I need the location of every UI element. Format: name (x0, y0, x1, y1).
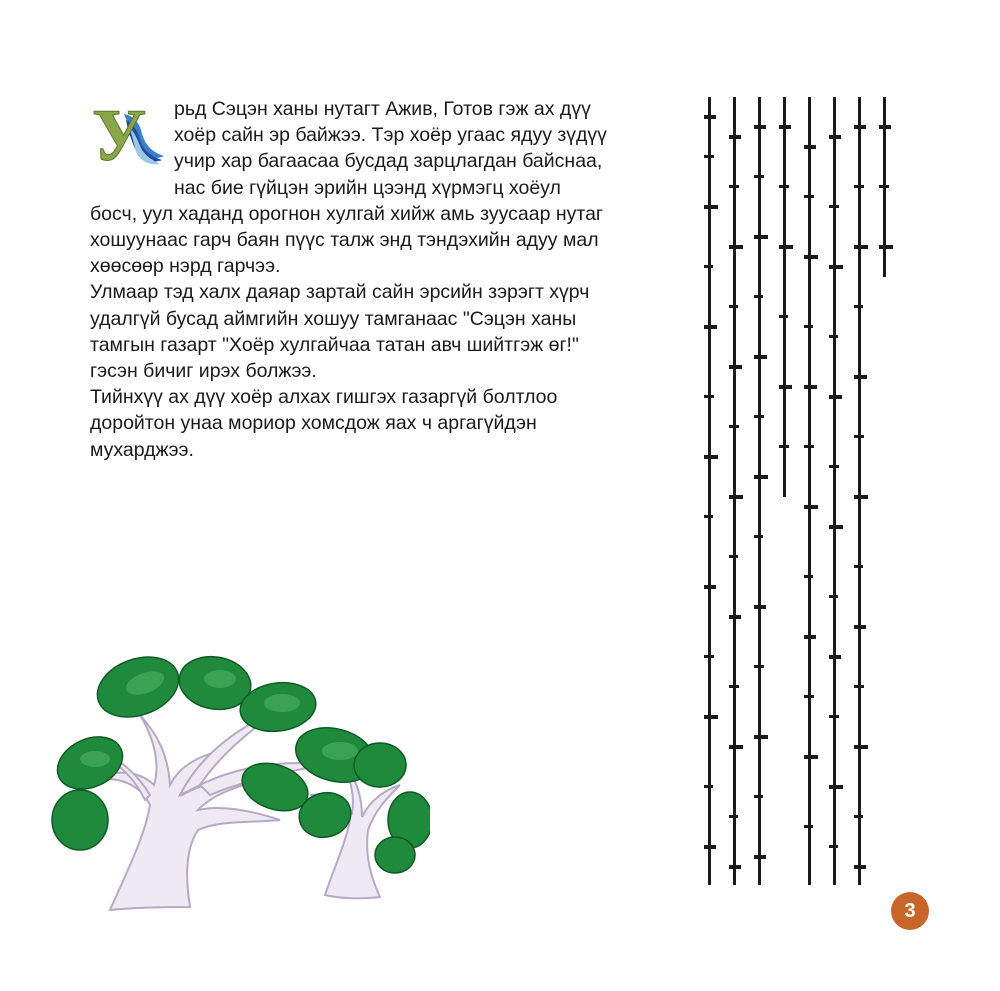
text-line: удалгүй бусад аймгийн хошуу тамганаас "Сэцэн ханы (90, 307, 577, 330)
text-line: гэсэн бичиг ирэх болжээ. (90, 360, 317, 383)
text-line: Улмаар тэд халх даяар зартай сайн эрсийн зэрэгт хүрч (90, 281, 590, 304)
text-line: нас бие гүйцэн эрийн цээнд хүрмэгц хоёул (174, 176, 561, 199)
text-line: хөөсөөр нэрд гарчээ. (90, 255, 281, 278)
page-number-badge: 3 (891, 892, 929, 930)
text-line: тамгын газарт "Хоёр хулгайчаа татан авч шийтгэж өг!" (90, 333, 579, 356)
text-line: Тийнхүү ах дүү хоёр алхах гишгэх газаргүй болтлоо (90, 386, 558, 409)
text-line: учир хар багаасаа бусдад зарцлагдан байснаа, (174, 150, 603, 173)
text-line: хоёр сайн эр байжээ. Тэр хоёр угаас ядуу зүдүү (174, 124, 607, 147)
text-line: мухарджээ. (90, 438, 194, 461)
paragraph-2 (90, 279, 650, 384)
text-line: доройтон унаа мориор хомсдож яах ч аргагүйдэн (90, 412, 537, 435)
trees-illustration (50, 645, 430, 920)
drop-cap-text: У (92, 95, 147, 174)
paragraph-3 (90, 384, 650, 463)
text-line: босч, уул хаданд орогнон хулгай хийж амь зуусаар нутаг (90, 202, 604, 225)
text-line: рьд Сэцэн ханы нутагт Ажив, Готов гэж ах дүү (174, 98, 591, 120)
body-text (90, 96, 650, 463)
paragraph-1 (90, 96, 650, 279)
text-line: хошуунаас гарч баян пүүс талж энд тэндэхийн адуу мал (90, 229, 599, 252)
mongolian-script-text (700, 95, 905, 885)
